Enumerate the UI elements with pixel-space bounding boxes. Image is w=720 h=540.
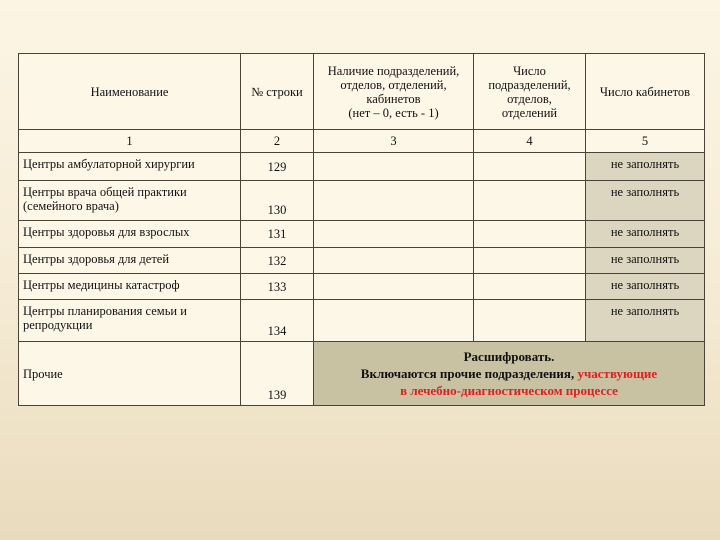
row-name: Центры амбулаторной хирургии bbox=[19, 153, 241, 181]
presence-cell[interactable] bbox=[314, 300, 474, 342]
not-fill-cell: не заполнять bbox=[586, 274, 705, 300]
header-row bbox=[19, 54, 705, 130]
row-name: Центры планирования семьи и репродукции bbox=[19, 300, 241, 342]
table-row bbox=[19, 342, 705, 406]
col-number: 2 bbox=[241, 130, 314, 153]
presence-cell[interactable] bbox=[314, 248, 474, 274]
col-number: 3 bbox=[314, 130, 474, 153]
header-name: Наименование bbox=[19, 54, 241, 130]
row-name: Центры врача общей практики (семейного врача) bbox=[19, 181, 241, 221]
decode-note: Расшифровать. Включаются прочие подразделения, участвующие в лечебно-диагностическом процессе bbox=[314, 342, 705, 406]
table-row bbox=[19, 153, 705, 181]
col-number: 4 bbox=[474, 130, 586, 153]
not-fill-cell: не заполнять bbox=[586, 300, 705, 342]
row-line-number: 130 bbox=[241, 181, 314, 221]
count-units-cell[interactable] bbox=[474, 274, 586, 300]
presence-cell[interactable] bbox=[314, 153, 474, 181]
not-fill-cell: не заполнять bbox=[586, 153, 705, 181]
count-units-cell[interactable] bbox=[474, 181, 586, 221]
header-line-number: № строки bbox=[241, 54, 314, 130]
row-name: Центры медицины катастроф bbox=[19, 274, 241, 300]
row-line-number: 132 bbox=[241, 248, 314, 274]
count-units-cell[interactable] bbox=[474, 248, 586, 274]
row-line-number: 134 bbox=[241, 300, 314, 342]
not-fill-cell: не заполнять bbox=[586, 248, 705, 274]
col-number: 1 bbox=[19, 130, 241, 153]
col-number: 5 bbox=[586, 130, 705, 153]
table-row bbox=[19, 248, 705, 274]
row-line-number: 131 bbox=[241, 221, 314, 248]
table-row bbox=[19, 274, 705, 300]
row-line-number: 139 bbox=[241, 342, 314, 406]
presence-cell[interactable] bbox=[314, 181, 474, 221]
row-line-number: 129 bbox=[241, 153, 314, 181]
not-fill-cell: не заполнять bbox=[586, 181, 705, 221]
table-row bbox=[19, 181, 705, 221]
count-units-cell[interactable] bbox=[474, 300, 586, 342]
count-units-cell[interactable] bbox=[474, 221, 586, 248]
not-fill-cell: не заполнять bbox=[586, 221, 705, 248]
header-count-units: Число подразделений, отделов, отделений bbox=[474, 54, 586, 130]
report-table bbox=[18, 53, 705, 406]
header-presence: Наличие подразделений, отделов, отделений, кабинетов (нет – 0, есть - 1) bbox=[314, 54, 474, 130]
row-line-number: 133 bbox=[241, 274, 314, 300]
row-name: Прочие bbox=[19, 342, 241, 406]
count-units-cell[interactable] bbox=[474, 153, 586, 181]
row-name: Центры здоровья для взрослых bbox=[19, 221, 241, 248]
row-name: Центры здоровья для детей bbox=[19, 248, 241, 274]
header-count-rooms: Число кабинетов bbox=[586, 54, 705, 130]
presence-cell[interactable] bbox=[314, 274, 474, 300]
column-numbers-row bbox=[19, 130, 705, 153]
table-row bbox=[19, 221, 705, 248]
table-row bbox=[19, 300, 705, 342]
presence-cell[interactable] bbox=[314, 221, 474, 248]
